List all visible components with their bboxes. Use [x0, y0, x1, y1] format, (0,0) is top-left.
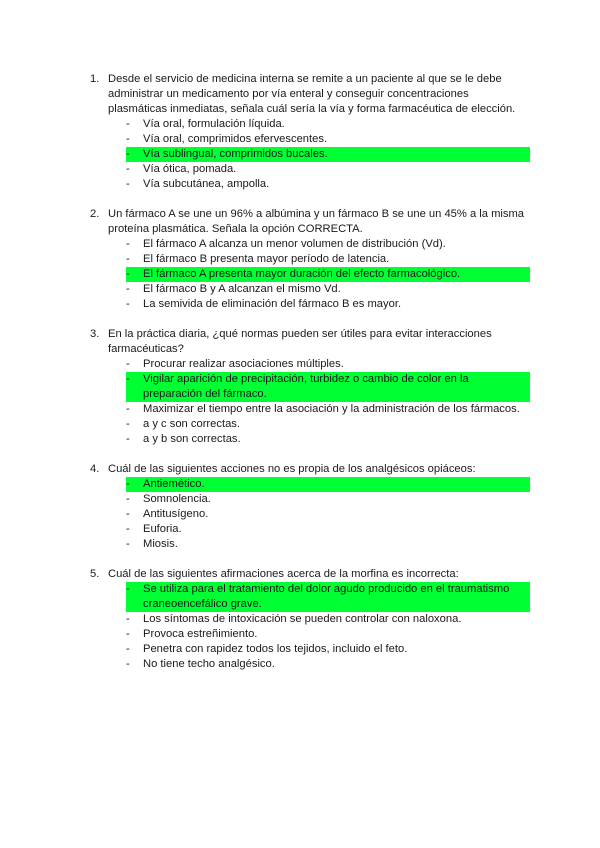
option [126, 492, 530, 507]
option-list [90, 117, 530, 192]
bullet-dash: - [126, 523, 130, 535]
question-stem [90, 72, 530, 117]
bullet-dash: - [126, 147, 143, 162]
bullet-dash: - [126, 658, 130, 670]
bullet-dash: - [126, 477, 143, 492]
question-number: 2. [90, 208, 100, 220]
bullet-dash: - [126, 283, 130, 295]
bullet-dash: - [126, 253, 130, 265]
option-text: Vigilar aparición de precipitación, turbidez o cambio de color en la preparación del fármaco. [143, 372, 530, 402]
question-number: 4. [90, 463, 100, 475]
bullet-dash: - [126, 372, 143, 402]
question-list [90, 72, 530, 687]
option-text: Los síntomas de intoxicación se pueden controlar con naloxona. [143, 613, 462, 625]
question-4 [90, 462, 530, 552]
option-text: Maximizar el tiempo entre la asociación y la administración de los fármacos. [143, 403, 520, 415]
bullet-dash: - [126, 418, 130, 430]
option [126, 282, 530, 297]
option-text: Vía subcutánea, ampolla. [143, 178, 270, 190]
question-5 [90, 567, 530, 672]
question-number: 5. [90, 568, 100, 580]
option-highlighted [126, 147, 530, 162]
question-text: Desde el servicio de medicina interna se remite a un paciente al que se le debe administrar un medicamento por vía enteral y conseguir concentraciones plasmáticas inmediatas, señala cuál sería la vía y forma farmacéutica de elección. [108, 73, 516, 115]
option-text: a y b son correctas. [143, 433, 241, 445]
question-2 [90, 207, 530, 312]
option [126, 627, 530, 642]
option-text: El fármaco A alcanza un menor volumen de distribución (Vd). [143, 238, 446, 250]
option-text: Provoca estreñimiento. [143, 628, 258, 640]
option-list [90, 357, 530, 447]
option-highlighted [126, 582, 530, 612]
option-text: El fármaco B presenta mayor período de latencia. [143, 253, 390, 265]
option-text: Vía sublingual, comprimidos bucales. [143, 147, 530, 162]
option [126, 162, 530, 177]
question-text: Cuál de las siguientes acciones no es propia de los analgésicos opiáceos: [108, 463, 476, 475]
option [126, 432, 530, 447]
question-stem [90, 207, 530, 237]
bullet-dash: - [126, 298, 130, 310]
option-text: Vía oral, comprimidos efervescentes. [143, 133, 328, 145]
bullet-dash: - [126, 358, 130, 370]
question-text: Un fármaco A se une un 96% a albúmina y un fármaco B se une un 45% a la misma proteína plasmática. Señala la opción CORRECTA. [108, 208, 525, 235]
option-text: El fármaco A presenta mayor duración del efecto farmacológico. [143, 267, 530, 282]
bullet-dash: - [126, 613, 130, 625]
option-text: Antiemético. [143, 477, 530, 492]
option [126, 642, 530, 657]
option-list [90, 582, 530, 672]
bullet-dash: - [126, 433, 130, 445]
option-text: Miosis. [143, 538, 178, 550]
option-text: Somnolencia. [143, 493, 211, 505]
option-list [90, 477, 530, 552]
option [126, 417, 530, 432]
bullet-dash: - [126, 163, 130, 175]
question-text: En la práctica diaria, ¿qué normas pueden ser útiles para evitar interacciones farmacéuticas? [108, 328, 492, 355]
option [126, 522, 530, 537]
option [126, 177, 530, 192]
option [126, 402, 530, 417]
bullet-dash: - [126, 133, 130, 145]
question-1 [90, 72, 530, 192]
question-number: 1. [90, 73, 100, 85]
question-3 [90, 327, 530, 447]
option [126, 297, 530, 312]
option-list [90, 237, 530, 312]
bullet-dash: - [126, 628, 130, 640]
bullet-dash: - [126, 538, 130, 550]
question-stem [90, 567, 530, 582]
bullet-dash: - [126, 238, 130, 250]
option [126, 612, 530, 627]
option-highlighted [126, 477, 530, 492]
option-text: Procurar realizar asociaciones múltiples. [143, 358, 344, 370]
option-text: No tiene techo analgésico. [143, 658, 275, 670]
question-number: 3. [90, 328, 100, 340]
option [126, 252, 530, 267]
option-text: La semivida de eliminación del fármaco B es mayor. [143, 298, 402, 310]
bullet-dash: - [126, 508, 130, 520]
option-highlighted [126, 267, 530, 282]
option [126, 537, 530, 552]
question-stem [90, 327, 530, 357]
option-text: El fármaco B y A alcanzan el mismo Vd. [143, 283, 341, 295]
option-text: a y c son correctas. [143, 418, 240, 430]
option-text: Antitusígeno. [143, 508, 209, 520]
option-highlighted [126, 372, 530, 402]
option [126, 507, 530, 522]
option [126, 117, 530, 132]
bullet-dash: - [126, 118, 130, 130]
option-text: Se utiliza para el tratamiento del dolor agudo producido en el traumatismo craneoencefálico grave. [143, 582, 530, 612]
question-stem [90, 462, 530, 477]
bullet-dash: - [126, 178, 130, 190]
option [126, 657, 530, 672]
option-text: Euforia. [143, 523, 182, 535]
question-text: Cuál de las siguientes afirmaciones acerca de la morfina es incorrecta: [108, 568, 459, 580]
bullet-dash: - [126, 403, 130, 415]
bullet-dash: - [126, 643, 130, 655]
option-text: Vía oral, formulación líquida. [143, 118, 285, 130]
bullet-dash: - [126, 267, 143, 282]
option [126, 237, 530, 252]
option-text: Penetra con rapidez todos los tejidos, incluido el feto. [143, 643, 408, 655]
bullet-dash: - [126, 493, 130, 505]
option [126, 357, 530, 372]
option [126, 132, 530, 147]
option-text: Vía ótica, pomada. [143, 163, 237, 175]
bullet-dash: - [126, 582, 143, 612]
